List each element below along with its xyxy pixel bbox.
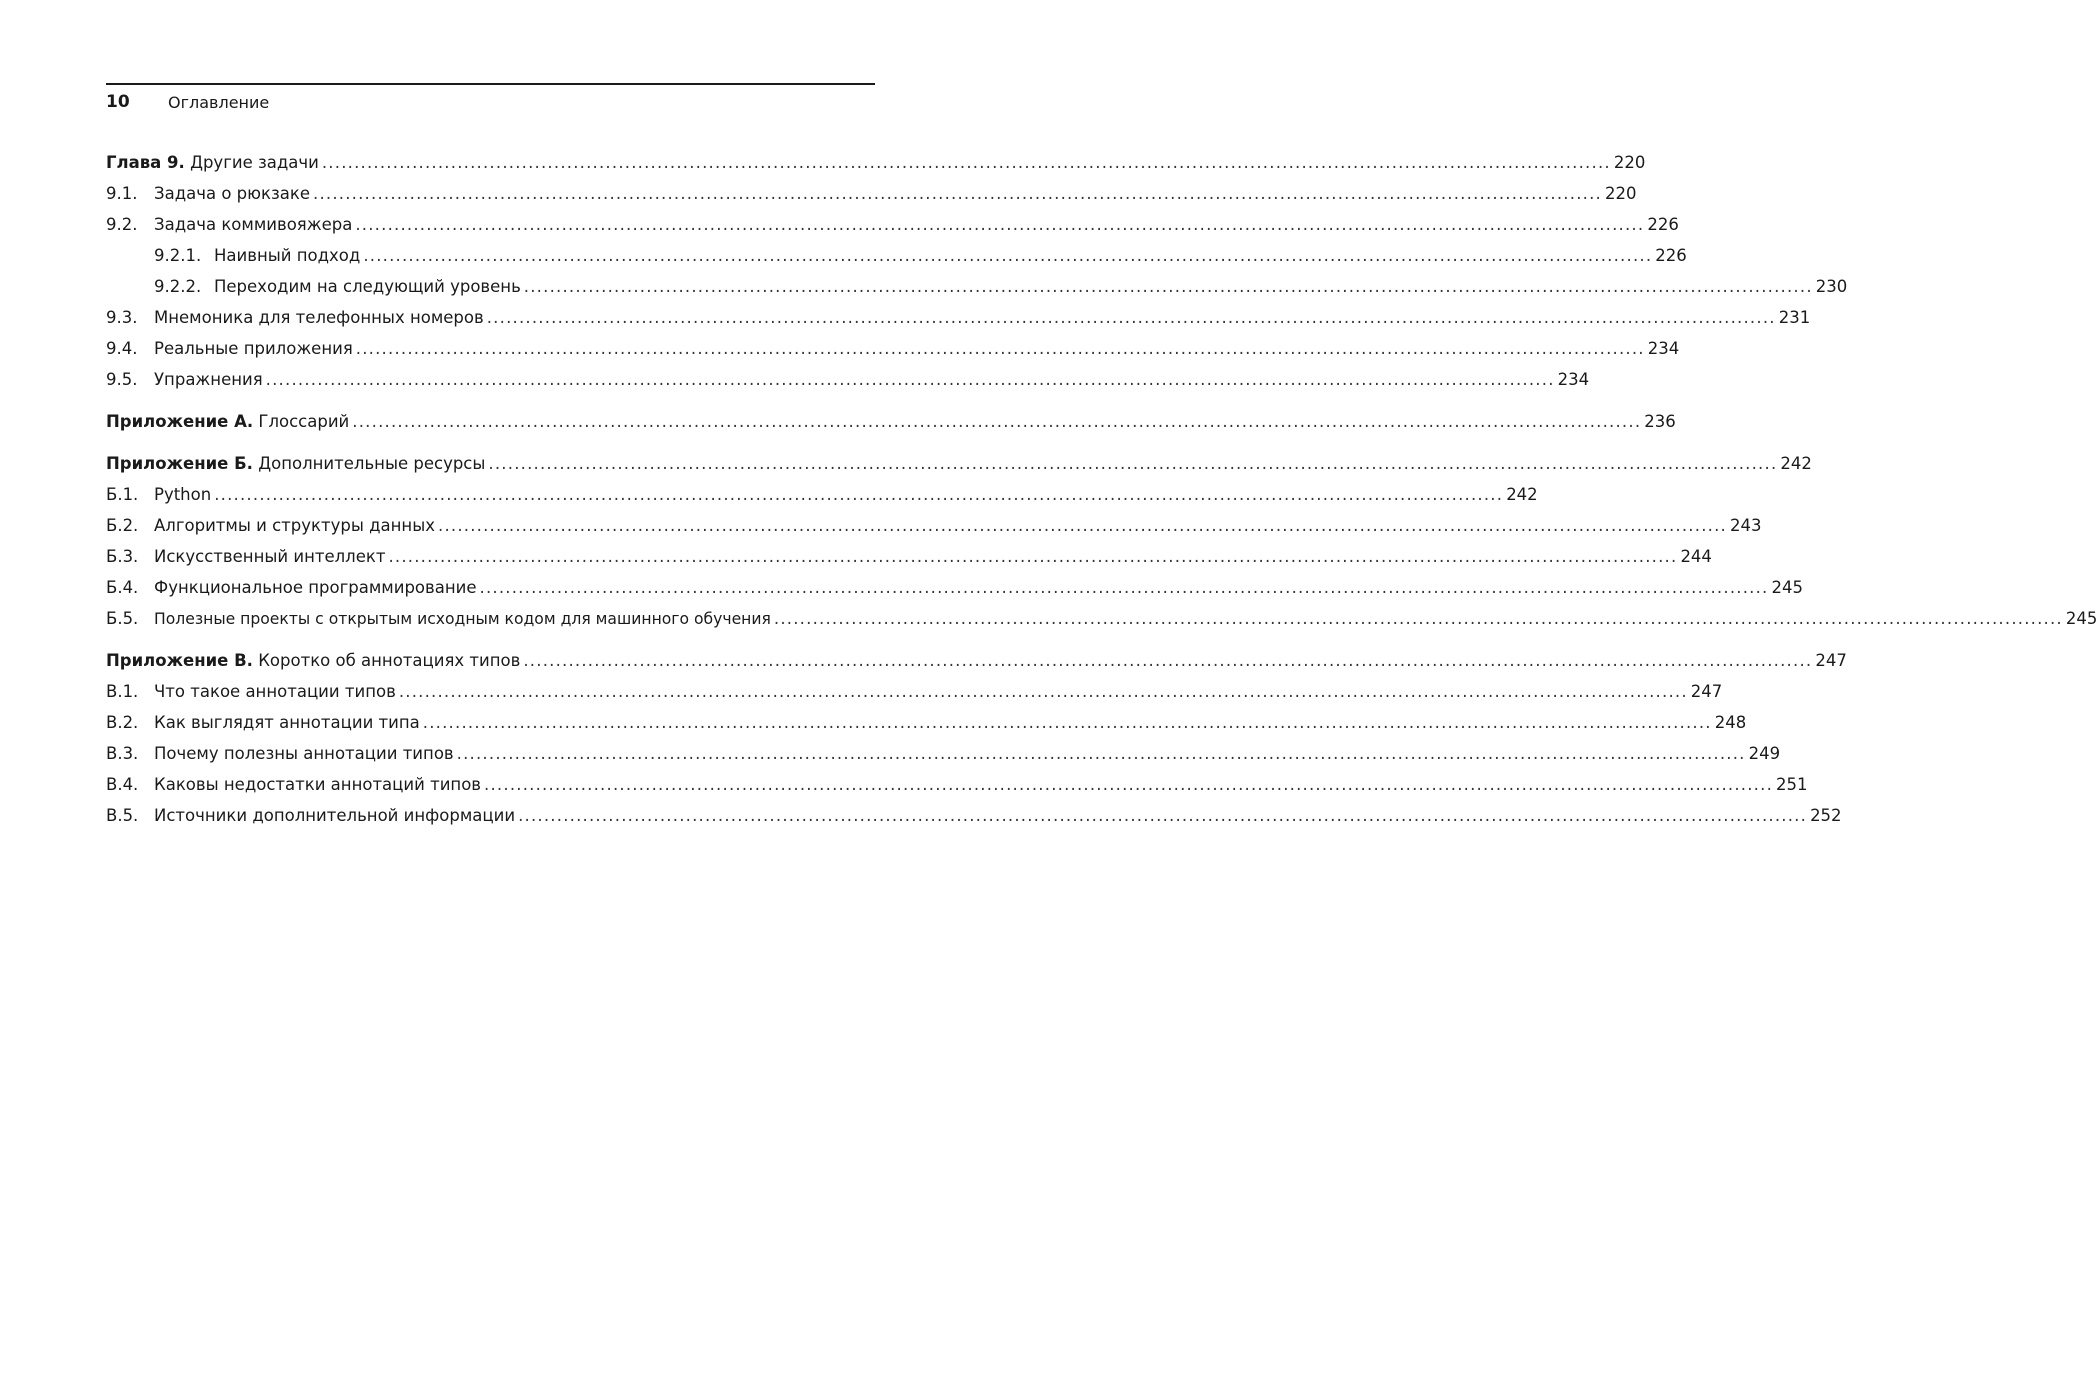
page-number: 10	[106, 92, 130, 112]
toc-page-number: 252	[1810, 806, 1842, 825]
toc-page-number: 236	[1644, 412, 1676, 431]
toc-entry-title: Python	[154, 485, 212, 504]
toc-chapter-prefix: Приложение А.	[106, 412, 254, 431]
toc-entry-title: Задача о рюкзаке	[154, 184, 310, 203]
toc-section-entry[interactable]	[106, 707, 1747, 738]
toc-page-number: 247	[1815, 651, 1847, 670]
toc-entry-title: Глоссарий	[258, 412, 350, 431]
toc-page-number: 245	[1771, 578, 1803, 597]
toc-section-entry[interactable]	[106, 178, 1637, 209]
toc-section-number: Б.3.	[106, 547, 139, 566]
toc-section-entry[interactable]	[106, 510, 1762, 541]
toc-section-number: Б.1.	[106, 485, 139, 504]
toc-entry-title: Мнемоника для телефонных номеров	[154, 308, 484, 327]
toc-page-number: 220	[1613, 153, 1646, 172]
dot-leader	[488, 448, 1777, 479]
dot-leader	[352, 406, 1641, 437]
toc-chapter-entry[interactable]	[106, 147, 1646, 178]
dot-leader	[524, 271, 1813, 302]
dot-leader	[322, 147, 1611, 178]
toc-entry-title: Что такое аннотации типов	[154, 682, 396, 701]
toc-section-number: 9.3.	[106, 308, 138, 327]
toc-section-entry[interactable]	[106, 800, 1842, 831]
dot-leader	[518, 800, 1807, 831]
dot-leader	[214, 479, 1503, 510]
toc-section-number: В.4.	[106, 775, 139, 794]
dot-leader	[266, 364, 1555, 395]
toc-page-number: 226	[1655, 246, 1687, 265]
dot-leader	[774, 603, 2063, 634]
toc-page-number: 251	[1776, 775, 1808, 794]
toc-page-number: 248	[1714, 713, 1747, 732]
toc-section-number: 9.2.2.	[154, 277, 202, 296]
toc-page-number: 226	[1647, 215, 1679, 234]
toc-chapter-entry[interactable]	[106, 448, 1812, 479]
toc-section-entry[interactable]	[106, 302, 1811, 333]
dot-leader	[480, 572, 1769, 603]
dot-leader	[484, 769, 1773, 800]
toc-section-entry[interactable]	[106, 541, 1712, 572]
toc-subsection-entry[interactable]	[106, 240, 1687, 271]
toc-section-entry[interactable]	[106, 572, 1803, 603]
toc-entry-title: Источники дополнительной информации	[154, 806, 516, 825]
toc-section-entry[interactable]	[106, 769, 1808, 800]
toc-page-number: 247	[1690, 682, 1723, 701]
toc-section-number: В.2.	[106, 713, 139, 732]
toc-section-entry[interactable]	[106, 479, 1538, 510]
toc-page-number: 242	[1506, 485, 1538, 504]
toc-page-number: 230	[1815, 277, 1848, 296]
toc-page-number: 243	[1729, 516, 1762, 535]
toc-entry-title: Переходим на следующий уровень	[214, 277, 521, 296]
toc-chapter-prefix: Приложение Б.	[106, 454, 253, 473]
toc-section-entry[interactable]	[106, 603, 2097, 634]
toc-entry-title: Как выглядят аннотации типа	[154, 713, 420, 732]
dot-leader	[523, 645, 1812, 676]
toc-subsection-entry[interactable]	[106, 271, 1848, 302]
toc-section-number: 9.4.	[106, 339, 138, 358]
toc-entry-title: Задача коммивояжера	[154, 215, 353, 234]
toc-section-entry[interactable]	[106, 676, 1723, 707]
page-header	[106, 83, 875, 115]
table-of-contents	[106, 147, 2097, 831]
toc-page-number: 220	[1604, 184, 1637, 203]
toc-section-entry[interactable]	[106, 738, 1781, 769]
toc-chapter-entry[interactable]	[106, 406, 1676, 437]
toc-entry-title: Дополнительные ресурсы	[258, 454, 486, 473]
toc-page-number: 234	[1557, 370, 1590, 389]
toc-entry-title: Реальные приложения	[154, 339, 353, 358]
toc-section-number: 9.2.	[106, 215, 138, 234]
toc-page-number: 245	[2065, 609, 2097, 628]
toc-entry-title: Полезные проекты с открытым исходным кодом для машинного обучения	[154, 610, 771, 628]
dot-leader	[487, 302, 1776, 333]
toc-page-number: 234	[1647, 339, 1680, 358]
toc-page-number: 242	[1780, 454, 1812, 473]
toc-entry-title: Наивный подход	[214, 246, 361, 265]
toc-section-entry[interactable]	[106, 333, 1680, 364]
toc-entry-title: Другие задачи	[190, 153, 319, 172]
toc-entry-title: Искусственный интеллект	[154, 547, 386, 566]
toc-section-number: В.1.	[106, 682, 139, 701]
toc-section-number: Б.2.	[106, 516, 139, 535]
dot-leader	[356, 333, 1645, 364]
dot-leader	[355, 209, 1644, 240]
toc-section-number: 9.5.	[106, 370, 138, 389]
toc-section-entry[interactable]	[106, 209, 1679, 240]
toc-page-number: 231	[1778, 308, 1811, 327]
dot-leader	[457, 738, 1746, 769]
toc-section-number: В.3.	[106, 744, 139, 763]
toc-entry-title: Алгоритмы и структуры данных	[154, 516, 435, 535]
toc-section-number: 9.2.1.	[154, 246, 202, 265]
toc-chapter-prefix: Приложение В.	[106, 651, 253, 670]
toc-chapter-entry[interactable]	[106, 645, 1847, 676]
toc-section-number: Б.4.	[106, 578, 139, 597]
toc-entry-title: Почему полезны аннотации типов	[154, 744, 454, 763]
dot-leader	[363, 240, 1652, 271]
toc-page-number: 249	[1748, 744, 1781, 763]
toc-entry-title: Функциональное программирование	[154, 578, 477, 597]
toc-section-number: 9.1.	[106, 184, 138, 203]
toc-entry-title: Каковы недостатки аннотаций типов	[154, 775, 482, 794]
toc-entry-title: Коротко об аннотациях типов	[258, 651, 521, 670]
dot-leader	[438, 510, 1727, 541]
toc-section-number: Б.5.	[106, 609, 139, 628]
dot-leader	[423, 707, 1712, 738]
toc-section-number: В.5.	[106, 806, 139, 825]
toc-chapter-prefix: Глава 9.	[106, 153, 185, 172]
toc-section-entry[interactable]	[106, 364, 1590, 395]
dot-leader	[388, 541, 1677, 572]
toc-entry-title: Упражнения	[154, 370, 263, 389]
toc-page-number: 244	[1680, 547, 1712, 566]
dot-leader	[399, 676, 1688, 707]
running-title: Оглавление	[168, 93, 270, 112]
dot-leader	[313, 178, 1602, 209]
